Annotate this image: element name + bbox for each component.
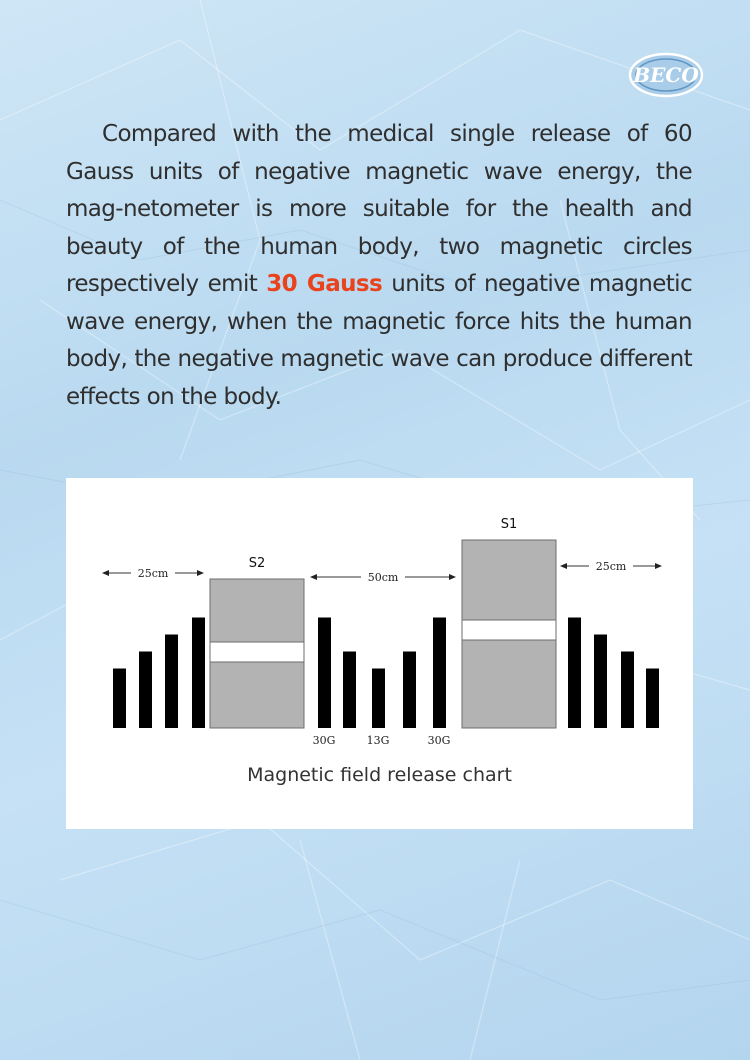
magnetic-field-chart	[66, 478, 693, 829]
bar-left-1	[113, 669, 126, 729]
bar-right-3	[621, 652, 634, 729]
chart-caption: Magnetic field release chart	[247, 764, 512, 786]
intro-highlight: 30 Gauss	[266, 271, 383, 297]
bar-middle-3	[372, 669, 385, 729]
distance-arrow-middle-left	[310, 574, 317, 580]
bar-left-3	[165, 635, 178, 729]
bar-middle-5	[433, 618, 446, 729]
bar-left-2	[139, 652, 152, 729]
distance-label-middle: 50cm	[367, 571, 399, 584]
distance-arrow-left-right	[197, 570, 204, 576]
bar-middle-2	[343, 652, 356, 729]
magnet-block-s2-bottom	[210, 662, 304, 728]
magnet-block-s1-gap	[462, 620, 556, 640]
distance-arrow-right-left	[560, 563, 567, 569]
distance-arrow-left-left	[102, 570, 109, 576]
bar-right-4	[646, 669, 659, 729]
logo-text: BECO	[633, 63, 699, 87]
distance-arrow-right-right	[655, 563, 662, 569]
beco-logo	[628, 52, 704, 98]
magnet-label-s1: S1	[500, 517, 518, 532]
bar-middle-4	[403, 652, 416, 729]
strength-label-1: 30G	[312, 734, 336, 747]
magnet-block-s2-top	[210, 579, 304, 642]
strength-label-2: 13G	[366, 734, 390, 747]
magnet-block-s2-gap	[210, 642, 304, 662]
bar-right-1	[568, 618, 581, 729]
bar-right-2	[594, 635, 607, 729]
bar-left-4	[192, 618, 205, 729]
magnet-block-s1-bottom	[462, 640, 556, 728]
intro-paragraph	[66, 116, 692, 416]
magnet-label-s2: S2	[248, 556, 266, 571]
intro-text-part1: Compared with the medical single release of 60 Gauss units of negative magnetic wave energy, the mag-netometer is more suitable for the health and beauty of the human body, two magnetic circles respectively emit	[66, 121, 692, 297]
strength-label-3: 30G	[427, 734, 451, 747]
magnet-block-s1-top	[462, 540, 556, 620]
distance-label-right: 25cm	[595, 560, 627, 573]
bar-middle-1	[318, 618, 331, 729]
distance-label-left: 25cm	[137, 567, 169, 580]
intro-text-part2: units of negative magnetic wave energy, when the magnetic force hits the human body, the negative magnetic wave can produce different effects on the body.	[66, 271, 692, 410]
distance-arrow-middle-right	[449, 574, 456, 580]
